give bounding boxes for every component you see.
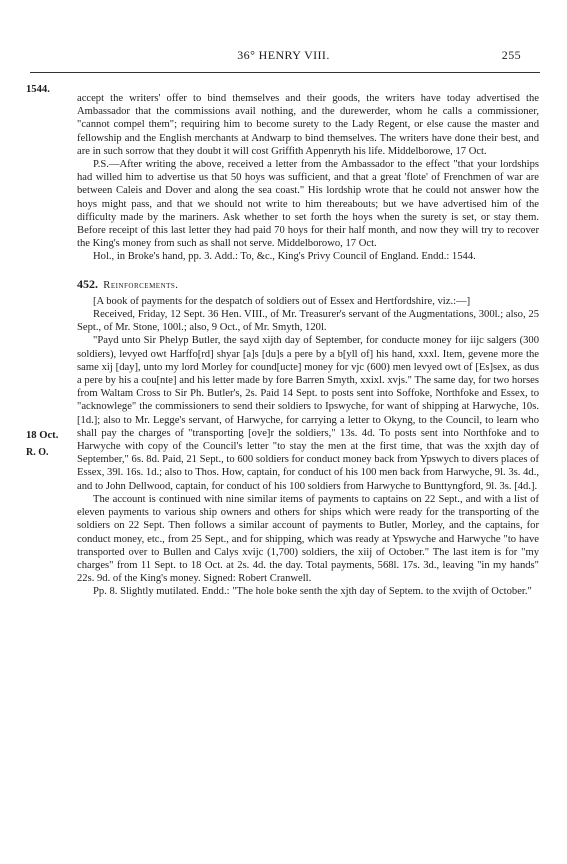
letter-endorsement: Hol., in Broke's hand, pp. 3. Add.: To, &c., King's Privy Council of England. Endd.: 1544. bbox=[93, 251, 476, 263]
receipts-paragraph: Received, Friday, 12 Sept. 36 Hen. VIII., of Mr. Treasurer's servant of the Augmentations, 300l.; also, 25 Sept., of Mr. Stone, 100l.; also, 9 Oct., of Mr. Smyth, 120l. bbox=[77, 309, 539, 334]
header-rule bbox=[30, 72, 540, 73]
payments-paragraph: "Payd unto Sir Phelyp Butler, the sayd xijth day of September, for conducte money for iijc salgers (300 soldiers), levyed owt Harffo[rd] shyar [a]s [du]s a pere by a b[yll of] his hand, xxxl. Item, gevene more the same xij [day], unto my lord Morley for cound[ucte] money for vjc (600) men levyed owt of [Es]sex, as dus a pere by his a cou[nte] and his letter made by fore Barren Smyth, xxixl. xvjs." The same day, for two horses from Waltam Cross to Sir Ph. Butler's, 2s. Paid 14 Sept. to posts sent into Soffoke, Northfoke and Essex, to "acknowlege" the commissioners to send their soldiers to Ipswyche, for want of shipping at Harwyche, 10s. [1d.]; also to Mr. Legge's servant, of Harwyche, for carrying a letter to Okyng, to the Council, to learn who shall pay the charges of "transporting [ove]r the soldiers," 13s. 4d. To posts sent into Northfoke and to Harwyche with copy of the Council's letter "to stay the men at the first time, that was the xxjth day of September," 6s. 8d. Paid, 21 Sept., to 600 soldiers for conduct money back from Ypswych to divers places of Essex, 39l. 16s. 1d.; also to Thos. How, captain, for conduct of his 100 men back from Harwyche, 9l. 3s. 4d., and to John Dellwood, captain, for conduct of his 100 soldiers from Harwyche to Bunttyngford, 9l. 3s. [4d.]. bbox=[77, 335, 539, 492]
entry-number: 452. bbox=[77, 276, 98, 291]
margin-date: 18 Oct. bbox=[26, 430, 59, 441]
entry-endorsement: Pp. 8. Slightly mutilated. Endd.: "The hole boke senth the xjth day of Septem. to the xvijth of October." bbox=[93, 586, 532, 598]
margin-year: 1544. bbox=[26, 84, 50, 95]
running-header bbox=[0, 48, 567, 68]
entry-description: [A book of payments for the despatch of soldiers out of Essex and Hertfordshire, viz.:—] bbox=[93, 295, 471, 307]
entry-heading bbox=[77, 278, 539, 292]
header-title: 36° HENRY VIII. bbox=[237, 48, 330, 62]
account-summary-paragraph: The account is continued with nine similar items of payments to captains on 22 Sept., and with a list of eleven payments to various ship owners and others for ships which were ready for the transporting of the soldiers on 22 Sept. Then follows a similar account of payments to Butler, Morley, and the captains, for conduct money, etc., from 25 Sept., and for shipping, which was ready at Ypswyche and Harwyche "to have transported over to Bullen and Calys xvijc (1,700) soldiers, the xiij of October." The last item is for "my charges" from 11 Sept. to 18 Oct. at 2s. 4d. the day. Total payments, 568l. 17s. 3d., leaving "in my hands" 22s. 9d. of the King's money. Signed: Robert Cranwell. bbox=[77, 493, 539, 585]
entry-title: Reinforcements. bbox=[103, 279, 179, 291]
page-number: 255 bbox=[501, 48, 521, 62]
margin-source: R. O. bbox=[26, 447, 49, 458]
document-body bbox=[77, 92, 539, 599]
letter-paragraph: accept the writers' offer to bind themselves and their goods, the writers have today advertised the Ambassador that the commissions avail nothing, and the durewerder, whom he calls a commissioner, "cannot compel them"; requiring him to become surety to the Lady Regent, or else cause the master and fellowship and the English merchants at Andwarp to bind themselves. The writers have done their best, and are in such sorrow that they doubt it will cost Griffith Appenryth his life. Middelborowe, 17 Oct. bbox=[77, 93, 539, 157]
postscript-paragraph: P.S.—After writing the above, received a letter from the Ambassador to the effect "that your lordships had willed him to advertise us that 50 hoys was sufficient, and that a great 'flote' of Frenchmen of war are between Caleis and Dover and along the sea coast." His lordship wrote that he could not answer how the hoys might pass, and that we should not write to him thereabouts; but we have advertised him of the difficulty made by the mariners. Ask whether to set forth the hoys when the surety is set, or stay them. Before receipt of this last letter they had paid 70 hoys for their half month, and now they will try to recover the King's money from such as shall not serve. Middelborowo, 17 Oct. bbox=[77, 159, 539, 250]
